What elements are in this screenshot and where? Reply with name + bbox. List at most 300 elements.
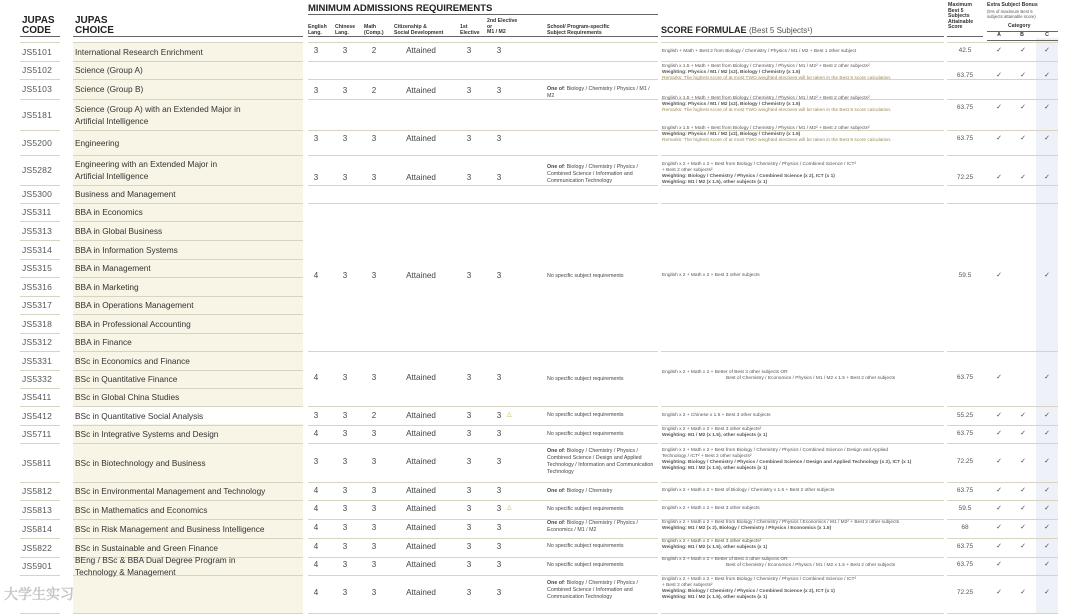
header-rule-req bbox=[308, 36, 658, 37]
req-cit: Attained bbox=[406, 588, 436, 597]
program-code: JS5317 bbox=[22, 300, 53, 310]
req-math: 3 bbox=[371, 373, 377, 382]
row-line-code bbox=[20, 130, 60, 131]
req-chi: 3 bbox=[342, 504, 348, 513]
formula-5901: English x 2 + Math x 2 + Best from Biology / Chemistry / Physics / Combined Science / ICT² + Best 2 other subjects² Weighting: Biology / Chemistry / Physics / Combined Science (x 2), ICT (x 1) Weighting: M1 / M2 (x 1.5), other subjects (x 1) bbox=[662, 577, 857, 600]
header-cat-b: B bbox=[1020, 32, 1024, 38]
req-chi: 3 bbox=[342, 523, 348, 532]
row-line-choice bbox=[73, 482, 303, 483]
check-icon: ✓ bbox=[996, 505, 1002, 512]
row-line-code bbox=[20, 333, 60, 334]
max-score: 63.75 bbox=[956, 374, 974, 381]
program-code: JS5315 bbox=[22, 263, 53, 273]
program-code: JS5822 bbox=[22, 542, 53, 553]
row-line-req bbox=[308, 79, 658, 80]
row-line-score bbox=[947, 185, 1058, 186]
formula-5813: English x 2 + Math x 2 + Best from Biology / Chemistry / Physics / Economics / M1 / M2² + Best 2 other subjects Weighting: M1 / M2 (x 2), Biology / Chemistry / Physics / Economics (x 1.5) bbox=[662, 520, 900, 531]
check-icon: ✓ bbox=[1020, 524, 1026, 531]
program-choice bbox=[75, 244, 303, 256]
school-req-5812: No specific subject requirements bbox=[547, 506, 624, 512]
program-code: JS5102 bbox=[22, 65, 53, 75]
program-choice bbox=[75, 83, 303, 95]
program-code: JS5814 bbox=[22, 523, 53, 534]
header-elective-2: 2nd Elective or M1 / M2 bbox=[487, 18, 518, 36]
program-choice-line: BSc in Integrative Systems and Design bbox=[75, 429, 219, 439]
req-chi: 3 bbox=[342, 588, 348, 597]
row-line-req bbox=[308, 203, 658, 204]
program-code: JS5181 bbox=[22, 109, 53, 120]
program-choice bbox=[75, 225, 303, 237]
row-line-code bbox=[20, 296, 60, 297]
program-choice-line: BBA in Finance bbox=[75, 337, 132, 347]
req-e1: 3 bbox=[466, 560, 472, 569]
header-rule-choice bbox=[73, 36, 303, 37]
check-icon: ✓ bbox=[996, 374, 1002, 381]
program-code: JS5316 bbox=[22, 281, 53, 292]
check-icon: ✓ bbox=[1044, 374, 1050, 381]
row-line-choice bbox=[73, 79, 303, 80]
header-english: English Lang. bbox=[308, 24, 327, 36]
max-score: 59.5 bbox=[958, 272, 972, 279]
row-line-formula bbox=[661, 482, 944, 483]
row-line-choice bbox=[73, 155, 303, 156]
row-line-code bbox=[20, 482, 60, 483]
req-e1: 3 bbox=[466, 86, 472, 95]
req-e2: 3 bbox=[496, 173, 502, 182]
req-eng: 3 bbox=[313, 86, 319, 95]
row-line-choice bbox=[73, 277, 303, 278]
req-chi: 3 bbox=[342, 411, 348, 420]
row-line-code bbox=[20, 277, 60, 278]
program-code: JS5311 bbox=[22, 207, 52, 217]
header-rule-formula bbox=[661, 36, 944, 37]
row-line-choice bbox=[73, 500, 303, 501]
program-code: JS5101 bbox=[22, 46, 53, 57]
program-code: JS5813 bbox=[22, 504, 53, 515]
check-icon: ✓ bbox=[1044, 487, 1050, 494]
row-line-code bbox=[20, 538, 60, 539]
row-line-formula bbox=[661, 406, 944, 407]
row-line-req bbox=[308, 185, 658, 186]
row-line-code bbox=[20, 221, 60, 222]
check-icon: ✓ bbox=[996, 543, 1002, 550]
school-req-5814: No specific subject requirements bbox=[547, 543, 624, 549]
header-rule-code bbox=[20, 36, 60, 37]
check-icon: ✓ bbox=[1044, 412, 1050, 419]
program-choice bbox=[75, 64, 303, 76]
formula-5312: English x 2 + Math x 2 + Better of Best 3 other subjects OR Best of Chemistry / Economics / Physics / M1 / M2 x 1.5 + Best 2 other subjects bbox=[662, 370, 896, 381]
row-line-score bbox=[947, 99, 1058, 100]
row-line-choice bbox=[73, 240, 303, 241]
row-line-formula bbox=[661, 500, 944, 501]
req-e1: 3 bbox=[466, 457, 472, 466]
formula-5181: English x 1.5 + Math + Best from Biology / Chemistry / Physics / M1 / M2² + Best 2 other subjects² Weighting: Physics / M1 / M2 (x2), Biology / Chemistry (x 1.5) Remarks: The highest score of at most TWO weighted electives will be taken in the Best 5 score calculation. bbox=[662, 126, 892, 143]
row-line-code bbox=[20, 79, 60, 80]
row-line-choice bbox=[73, 370, 303, 371]
max-score: 59.5 bbox=[958, 505, 972, 512]
note-triangle-icon: △ bbox=[507, 412, 512, 418]
max-score: 72.25 bbox=[956, 174, 974, 181]
row-line-req bbox=[308, 130, 658, 131]
program-choice-line: BSc in Economics and Finance bbox=[75, 355, 190, 366]
row-line-score bbox=[947, 130, 1058, 131]
row-line-req bbox=[308, 538, 658, 539]
check-icon: ✓ bbox=[1020, 543, 1026, 550]
school-req-5411: No specific subject requirements bbox=[547, 412, 624, 418]
program-choice-line: BBA in Management bbox=[75, 263, 151, 273]
row-line-choice bbox=[73, 99, 303, 100]
row-line-choice bbox=[73, 425, 303, 426]
program-choice-line: BSc in Biotechnology and Business bbox=[75, 457, 206, 468]
school-req-business: No specific subject requirements bbox=[547, 273, 624, 279]
req-math: 3 bbox=[371, 560, 377, 569]
check-icon: ✓ bbox=[996, 561, 1002, 568]
school-req-5711: One of: Biology / Chemistry / Physics / Combined Science / Design and Applied Technology / Information and Communication Technology bbox=[547, 448, 654, 475]
check-icon: ✓ bbox=[996, 272, 1002, 279]
row-line-req bbox=[308, 443, 658, 444]
school-req-5822: No specific subject requirements bbox=[547, 562, 624, 568]
req-cit: Attained bbox=[406, 457, 436, 466]
row-line-score bbox=[947, 155, 1058, 156]
formula-5200: English x 2 + Math x 2 + Best from Biology / Chemistry / Physics / Combined Science / ICT² + Best 2 other subjects² Weighting: Biology / Chemistry / Physics / Combined Science (x 2), ICT (x 1) Weighting: M1 / M2 (x 1.5), other subjects (x 1) bbox=[662, 162, 857, 185]
req-cit: Attained bbox=[406, 271, 436, 280]
row-line-score bbox=[947, 203, 1058, 204]
row-line-code bbox=[20, 240, 60, 241]
req-chi: 3 bbox=[342, 486, 348, 495]
check-icon: ✓ bbox=[996, 412, 1002, 419]
req-e2: 3 bbox=[496, 134, 502, 143]
req-chi: 3 bbox=[342, 134, 348, 143]
row-line-code bbox=[20, 388, 60, 389]
req-eng: 4 bbox=[313, 588, 319, 597]
program-choice-line: Artificial Intelligence bbox=[75, 171, 149, 181]
req-eng: 4 bbox=[313, 429, 319, 438]
formula-5101: English + Math + Best 2 from Biology / Chemistry / Physics / M1 / M2 + Best 1 other subject bbox=[662, 49, 857, 54]
row-line-choice bbox=[73, 351, 303, 352]
row-line-choice bbox=[73, 443, 303, 444]
req-eng: 3 bbox=[313, 134, 319, 143]
program-choice-line: International Research Enrichment bbox=[75, 46, 203, 57]
req-eng: 4 bbox=[313, 523, 319, 532]
req-e1: 3 bbox=[466, 486, 472, 495]
req-e2: 3 bbox=[496, 457, 502, 466]
check-icon: ✓ bbox=[1020, 430, 1026, 437]
program-code: JS5282 bbox=[22, 165, 53, 175]
row-line-req bbox=[308, 61, 658, 62]
req-e1: 3 bbox=[466, 173, 472, 182]
req-cit: Attained bbox=[406, 542, 436, 551]
check-icon: ✓ bbox=[996, 174, 1002, 181]
req-chi: 3 bbox=[342, 46, 348, 55]
program-choice-line: BSc in Mathematics and Economics bbox=[75, 504, 208, 515]
min-req-title: MINIMUM ADMISSIONS REQUIREMENTS bbox=[308, 3, 493, 14]
program-choice-line: Engineering with an Extended Major in bbox=[75, 159, 218, 169]
req-cit: Attained bbox=[406, 46, 436, 55]
header-math: Math (Comp.) bbox=[364, 24, 384, 36]
program-choice-line: Technology & Management bbox=[75, 567, 176, 577]
req-e1: 3 bbox=[466, 271, 472, 280]
check-icon: ✓ bbox=[1020, 412, 1026, 419]
row-line-code bbox=[20, 61, 60, 62]
row-line-code bbox=[20, 519, 60, 520]
check-icon: ✓ bbox=[1044, 458, 1050, 465]
program-code: JS5318 bbox=[22, 318, 53, 329]
program-choice-line: Engineering bbox=[75, 137, 120, 148]
req-chi: 3 bbox=[342, 373, 348, 382]
program-choice bbox=[75, 542, 303, 554]
req-eng: 4 bbox=[313, 504, 319, 513]
header-category: Category bbox=[1008, 23, 1031, 29]
req-eng: 4 bbox=[313, 271, 319, 280]
max-score: 63.75 bbox=[956, 72, 974, 79]
req-e1: 3 bbox=[466, 504, 472, 513]
req-math: 3 bbox=[371, 486, 377, 495]
req-chi: 3 bbox=[342, 86, 348, 95]
check-icon: ✓ bbox=[996, 135, 1002, 142]
req-e2: 3 bbox=[496, 271, 502, 280]
row-line-score bbox=[947, 61, 1058, 62]
check-icon: ✓ bbox=[1020, 72, 1026, 79]
program-choice-line: BBA in Professional Accounting bbox=[75, 318, 191, 329]
school-req-engineering: One of: Biology / Chemistry / Physics / Combined Science / Information and Communication Technology bbox=[547, 164, 638, 184]
check-icon: ✓ bbox=[1020, 505, 1026, 512]
req-eng: 4 bbox=[313, 373, 319, 382]
check-icon: ✓ bbox=[996, 589, 1002, 596]
program-code: JS5314 bbox=[22, 244, 53, 255]
header-chinese: Chinese Lang. bbox=[335, 24, 356, 36]
header-school-req: School/ Program-specific Subject Requirements bbox=[547, 24, 610, 36]
req-e1: 3 bbox=[466, 523, 472, 532]
program-choice bbox=[75, 158, 303, 182]
check-icon: ✓ bbox=[1020, 589, 1026, 596]
row-line-code bbox=[20, 500, 60, 501]
row-line-code bbox=[20, 425, 60, 426]
req-math: 3 bbox=[371, 504, 377, 513]
header-max-score: Maximum Best 5 Subjects Attainable Score bbox=[948, 2, 974, 31]
formula-5811: English x 2 + Math x 2 + Best of Biology / Chemistry x 1.5 + Best 2 other subjects bbox=[662, 488, 835, 493]
req-eng: 4 bbox=[313, 560, 319, 569]
row-line-formula bbox=[661, 155, 944, 156]
check-icon: ✓ bbox=[1044, 72, 1050, 79]
req-cit: Attained bbox=[406, 523, 436, 532]
req-chi: 3 bbox=[342, 429, 348, 438]
max-score: 42.5 bbox=[958, 47, 972, 54]
row-line-choice bbox=[73, 61, 303, 62]
program-code: JS5812 bbox=[22, 486, 53, 496]
note-triangle-icon: △ bbox=[507, 505, 512, 511]
program-choice-line: BSc in Quantitative Social Analysis bbox=[75, 410, 204, 421]
req-cit: Attained bbox=[406, 429, 436, 438]
row-line-formula bbox=[661, 443, 944, 444]
check-icon: ✓ bbox=[1020, 458, 1026, 465]
req-e2: 3 bbox=[496, 486, 502, 495]
max-score: 63.75 bbox=[956, 135, 974, 142]
req-chi: 3 bbox=[342, 560, 348, 569]
check-icon: ✓ bbox=[1020, 135, 1026, 142]
row-line-code bbox=[20, 42, 60, 43]
max-score: 55.25 bbox=[956, 412, 974, 419]
formula-5411: English x 2 + Chinese x 1.5 + Best 3 other subjects bbox=[662, 413, 771, 418]
row-line-choice bbox=[73, 185, 303, 186]
row-line-req bbox=[308, 42, 658, 43]
program-choice bbox=[75, 504, 303, 516]
program-choice bbox=[75, 336, 303, 348]
program-choice bbox=[75, 410, 303, 422]
max-score: 63.75 bbox=[956, 543, 974, 550]
req-cit: Attained bbox=[406, 486, 436, 495]
row-line-formula bbox=[661, 351, 944, 352]
formula-5812: English x 2 + Math x 2 + Best 3 other subjects bbox=[662, 506, 760, 511]
program-choice bbox=[75, 262, 303, 274]
req-math: 3 bbox=[371, 271, 377, 280]
program-choice bbox=[75, 554, 303, 578]
req-math: 3 bbox=[371, 429, 377, 438]
row-line-choice bbox=[73, 333, 303, 334]
req-e2: 3 bbox=[496, 523, 502, 532]
program-code: JS5331 bbox=[22, 355, 53, 366]
req-eng: 4 bbox=[313, 542, 319, 551]
school-req-5813: One of: Biology / Chemistry / Physics / Economics / M1 / M2 bbox=[547, 520, 638, 533]
row-line-formula bbox=[661, 425, 944, 426]
program-code: JS5901 bbox=[22, 561, 53, 571]
req-e1: 3 bbox=[466, 588, 472, 597]
row-line-score bbox=[947, 500, 1058, 501]
header-score-formulae: SCORE FORMULAE (Best 5 Subjects¹) bbox=[661, 25, 813, 35]
req-math: 3 bbox=[371, 523, 377, 532]
row-line-code bbox=[20, 185, 60, 186]
row-line-choice bbox=[73, 314, 303, 315]
row-line-score bbox=[947, 443, 1058, 444]
program-choice bbox=[75, 137, 303, 149]
row-line-choice bbox=[73, 296, 303, 297]
row-line-code bbox=[20, 314, 60, 315]
header-bonus-title: Extra Subject Bonus bbox=[987, 2, 1038, 8]
program-code: JS5811 bbox=[22, 457, 52, 468]
row-line-choice bbox=[73, 406, 303, 407]
row-line-code bbox=[20, 557, 60, 558]
header-citizenship: Citizenship & Social Development bbox=[394, 24, 444, 36]
program-code: JS5312 bbox=[22, 337, 53, 347]
req-eng: 3 bbox=[313, 457, 319, 466]
program-code: JS5103 bbox=[22, 84, 53, 94]
header-rule-cat bbox=[987, 31, 1058, 32]
row-line-code bbox=[20, 370, 60, 371]
program-choice-line: BSc in Quantitative Finance bbox=[75, 374, 178, 384]
program-code: JS5300 bbox=[22, 189, 53, 199]
row-line-req bbox=[308, 155, 658, 156]
req-chi: 3 bbox=[342, 173, 348, 182]
row-line-formula bbox=[661, 575, 944, 576]
school-req-5412: No specific subject requirements bbox=[547, 431, 624, 437]
check-icon: ✓ bbox=[996, 72, 1002, 79]
program-choice bbox=[75, 457, 303, 469]
check-icon: ✓ bbox=[1020, 174, 1026, 181]
check-icon: ✓ bbox=[1044, 272, 1050, 279]
req-e1: 3 bbox=[466, 373, 472, 382]
program-choice bbox=[75, 188, 303, 200]
req-eng: 3 bbox=[313, 411, 319, 420]
req-chi: 3 bbox=[342, 542, 348, 551]
row-line-req bbox=[308, 557, 658, 558]
req-eng: 3 bbox=[313, 46, 319, 55]
check-icon: ✓ bbox=[996, 47, 1002, 54]
program-choice-line: Business and Management bbox=[75, 189, 176, 199]
formula-5102: English x 1.5 + Math + Best from Biology / Chemistry / Physics / M1 / M2² + Best 2 other subjects² Weighting: Physics / M1 / M2 (x2), Biology / Chemistry (x 1.5) Remarks: The highest score of at most TWO weighted electives will be taken in the Best 5 score calculation. bbox=[662, 64, 892, 81]
program-choice-line: BBA in Economics bbox=[75, 207, 143, 217]
check-icon: ✓ bbox=[1044, 589, 1050, 596]
row-line-code bbox=[20, 575, 60, 576]
header-bonus-sub: (5% of maximum Best 5 subjects attainable score) bbox=[987, 9, 1036, 19]
row-line-score bbox=[947, 351, 1058, 352]
req-cit: Attained bbox=[406, 373, 436, 382]
program-code: JS5411 bbox=[22, 392, 52, 402]
check-icon: ✓ bbox=[1044, 524, 1050, 531]
watermark: 大学生实习 bbox=[4, 586, 74, 602]
req-e2: 3 bbox=[496, 588, 502, 597]
check-icon: ✓ bbox=[1020, 104, 1026, 111]
program-code: JS5412 bbox=[22, 410, 53, 421]
req-math: 3 bbox=[371, 542, 377, 551]
formula-5412: English x 2 + Math x 2 + Best 3 other subjects² Weighting: M1 / M2 (x 1.5), other subjects (x 1) bbox=[662, 427, 768, 438]
formula-5822: English x 2 + Math x 2 + Better of Best 3 other subjects OR Best of Chemistry / Economics / Physics / M1 / M2 x 1.5 + Best 2 other subjects bbox=[662, 557, 896, 568]
req-e1: 3 bbox=[466, 542, 472, 551]
row-line-choice bbox=[73, 519, 303, 520]
req-math: 3 bbox=[371, 457, 377, 466]
row-line-req bbox=[308, 575, 658, 576]
max-score: 63.75 bbox=[956, 561, 974, 568]
row-line-score bbox=[947, 406, 1058, 407]
row-line-score bbox=[947, 519, 1058, 520]
req-chi: 3 bbox=[342, 271, 348, 280]
formula-5103: English x 1.5 + Math + Best from Biology / Chemistry / Physics / M1 / M2² + Best 2 other subjects² Weighting: Physics / M1 / M2 (x2), Biology / Chemistry (x 1.5) Remarks: The highest score of at most TWO weighted electives will be taken in the Best 5 score calculation. bbox=[662, 96, 892, 113]
header-cat-c: C bbox=[1045, 32, 1049, 38]
program-choice-line: BEng / BSc & BBA Dual Degree Program in bbox=[75, 555, 236, 565]
program-choice-line: BBA in Global Business bbox=[75, 225, 163, 236]
row-line-code bbox=[20, 406, 60, 407]
req-cit: Attained bbox=[406, 86, 436, 95]
req-math: 2 bbox=[371, 46, 377, 55]
req-math: 2 bbox=[371, 411, 377, 420]
req-math: 3 bbox=[371, 173, 377, 182]
row-line-req bbox=[308, 425, 658, 426]
check-icon: ✓ bbox=[1044, 174, 1050, 181]
row-line-choice bbox=[73, 130, 303, 131]
program-choice bbox=[75, 485, 303, 497]
program-code: JS5200 bbox=[22, 137, 53, 148]
row-line-code bbox=[20, 99, 60, 100]
row-line-choice bbox=[73, 259, 303, 260]
req-e2: 3 bbox=[496, 504, 502, 513]
program-choice bbox=[75, 391, 303, 403]
row-line-choice bbox=[73, 538, 303, 539]
school-req-5811: One of: Biology / Chemistry bbox=[547, 488, 613, 494]
program-code: JS5332 bbox=[22, 374, 53, 384]
program-choice bbox=[75, 46, 303, 58]
header-cat-a: A bbox=[997, 32, 1001, 38]
program-choice-line: BBA in Operations Management bbox=[75, 300, 194, 310]
formula-5711: English x 2 + Math x 2 + Best from Biology / Chemistry / Physics / Combined Science / Design and Applied Technology / ICT² + Best 2 other subjects² Weighting: Biology / Chemistry / Physics / Combined Science / Design and Applied Technology (x 2), ICT (x 1) Weighting: M1 / M2 (x 1.5), other subjects (x 1) bbox=[662, 448, 912, 471]
check-icon: ✓ bbox=[1044, 430, 1050, 437]
row-line-score bbox=[947, 482, 1058, 483]
check-icon: ✓ bbox=[996, 524, 1002, 531]
row-line-formula bbox=[661, 61, 944, 62]
program-code: JS5313 bbox=[22, 225, 53, 236]
req-e2: 3 bbox=[496, 542, 502, 551]
max-score: 63.75 bbox=[956, 487, 974, 494]
program-choice bbox=[75, 206, 303, 218]
max-score: 72.25 bbox=[956, 589, 974, 596]
req-cit: Attained bbox=[406, 173, 436, 182]
